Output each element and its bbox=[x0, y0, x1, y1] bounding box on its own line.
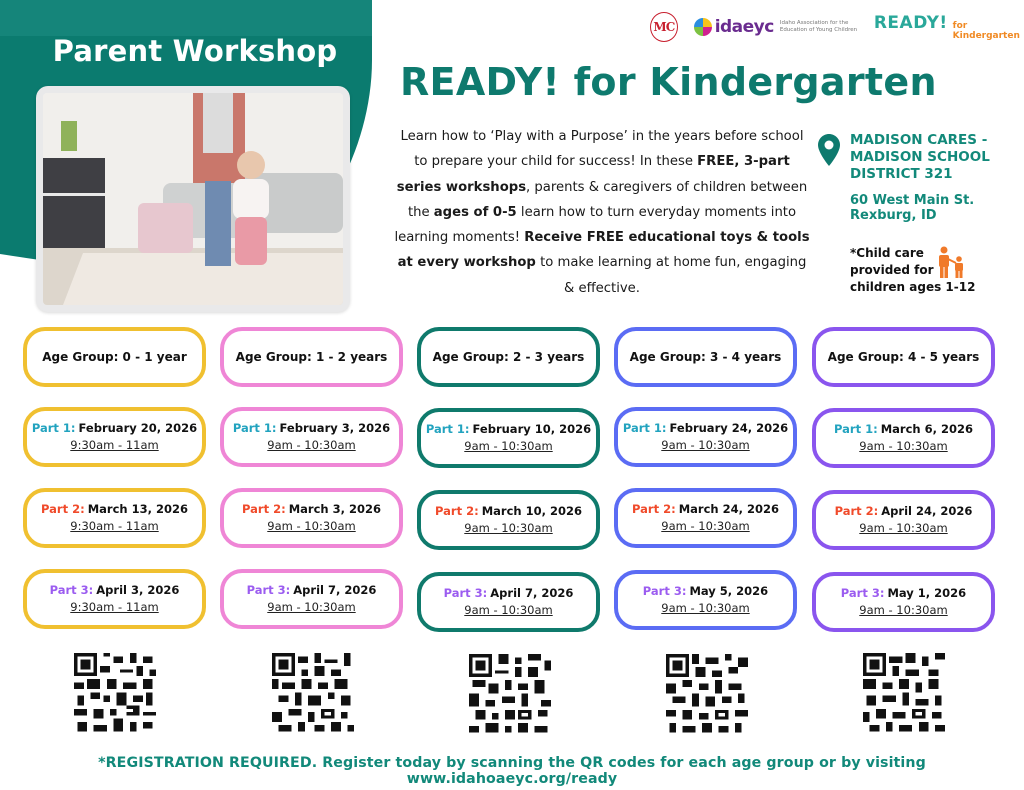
session-time: 9:30am - 11am bbox=[70, 438, 159, 452]
session-card-part-3 bbox=[812, 572, 995, 632]
part-label: Part 3: bbox=[49, 583, 94, 597]
age-group-header: Age Group: 0 - 1 year bbox=[23, 327, 206, 387]
session-time: 9:30am - 11am bbox=[70, 600, 159, 614]
intro-bold-3: Receive FREE educational toys & tools at every workshop bbox=[397, 230, 810, 271]
session-date: March 13, 2026 bbox=[87, 502, 188, 516]
session-date: March 3, 2026 bbox=[288, 502, 381, 516]
session-card-part-1 bbox=[614, 407, 797, 467]
session-date: March 24, 2026 bbox=[678, 502, 779, 516]
session-time: 9am - 10:30am bbox=[464, 521, 553, 535]
banner-title: Parent Workshop bbox=[52, 34, 338, 68]
qr-code-age-1-2[interactable] bbox=[272, 653, 354, 735]
intro-bold-1: FREE, 3-part series workshops bbox=[396, 154, 790, 195]
address-line-2: Rexburg, ID bbox=[850, 207, 937, 223]
qr-code-age-0-1[interactable] bbox=[74, 653, 156, 735]
hero-photo-frame bbox=[36, 86, 350, 312]
session-date: February 10, 2026 bbox=[472, 422, 592, 436]
session-card-part-1 bbox=[23, 407, 206, 467]
session-time: 9:30am - 11am bbox=[70, 519, 159, 533]
session-card-part-3 bbox=[23, 569, 206, 629]
session-card-part-2 bbox=[614, 488, 797, 548]
session-card-part-1 bbox=[220, 407, 403, 467]
session-date: March 6, 2026 bbox=[880, 422, 973, 436]
childcare-note: *Child care provided for children ages 1-12 bbox=[850, 246, 976, 294]
part-label: Part 1: bbox=[622, 421, 667, 435]
part-label: Part 2: bbox=[632, 502, 676, 516]
session-date: February 24, 2026 bbox=[669, 421, 789, 435]
session-card-part-2 bbox=[812, 490, 995, 550]
idaeyc-wordmark: idaeyc bbox=[714, 17, 774, 37]
venue-address bbox=[850, 194, 1020, 223]
session-date: February 3, 2026 bbox=[279, 421, 391, 435]
partner-logos bbox=[650, 10, 1024, 44]
address-line-1: 60 West Main St. bbox=[850, 193, 975, 208]
part-label: Part 3: bbox=[246, 583, 291, 597]
session-date: May 1, 2026 bbox=[887, 586, 967, 600]
session-time: 9am - 10:30am bbox=[661, 601, 750, 615]
part-label: Part 1: bbox=[232, 421, 277, 435]
session-time: 9am - 10:30am bbox=[859, 603, 948, 617]
intro-text-1: Learn how to ‘Play with a Purpose’ in the years before school to prepare your child for success! In these bbox=[400, 129, 804, 170]
qr-code-age-2-3[interactable] bbox=[469, 654, 551, 736]
session-date: March 10, 2026 bbox=[481, 504, 582, 518]
session-card-part-1 bbox=[812, 408, 995, 468]
age-group-header: Age Group: 2 - 3 years bbox=[417, 327, 600, 387]
intro-paragraph bbox=[393, 124, 811, 301]
photo-illustration bbox=[43, 93, 343, 305]
part-label: Part 3: bbox=[642, 584, 687, 598]
ready-wordmark: READY! bbox=[873, 13, 948, 33]
session-card-part-1 bbox=[417, 408, 600, 468]
part-label: Part 1: bbox=[834, 422, 878, 436]
session-time: 9am - 10:30am bbox=[464, 603, 553, 617]
session-date: April 24, 2026 bbox=[881, 504, 973, 518]
session-card-part-2 bbox=[220, 488, 403, 548]
registration-footer: *REGISTRATION REQUIRED. Register today by scanning the QR codes for each age group or by visiting www.idahoaeyc.org/ready bbox=[98, 755, 926, 787]
part-label: Part 2: bbox=[435, 504, 479, 518]
part-label: Part 2: bbox=[834, 504, 879, 518]
ready-for-kindergarten-text: for Kindergarten bbox=[952, 21, 1020, 41]
session-card-part-3 bbox=[220, 569, 403, 629]
part-label: Part 3: bbox=[443, 586, 488, 600]
session-time: 9am - 10:30am bbox=[267, 438, 356, 452]
part-label: Part 3: bbox=[840, 586, 885, 600]
session-time: 9am - 10:30am bbox=[859, 521, 948, 535]
session-date: April 3, 2026 bbox=[96, 583, 180, 597]
part-label: Part 1: bbox=[31, 421, 76, 435]
ready-for-kindergarten-logo bbox=[874, 13, 1024, 41]
parent-and-child-icon bbox=[936, 246, 966, 278]
age-group-header: Age Group: 1 - 2 years bbox=[220, 327, 403, 387]
session-card-part-2 bbox=[23, 488, 206, 548]
session-date: April 7, 2026 bbox=[490, 586, 574, 600]
intro-text-2: , parents & caregivers of children between the bbox=[407, 179, 808, 220]
session-time: 9am - 10:30am bbox=[267, 600, 356, 614]
intro-text-3: learn how to turn everyday moments into learning moments! bbox=[394, 204, 797, 246]
part-label: Part 1: bbox=[425, 422, 470, 436]
age-group-header: Age Group: 3 - 4 years bbox=[614, 327, 797, 387]
qr-code-age-3-4[interactable] bbox=[666, 654, 748, 736]
idaeyc-logo bbox=[694, 17, 860, 37]
hero-photo-parent-and-toddler bbox=[43, 93, 343, 305]
intro-text-4: to make learning at home fun, engaging & effective. bbox=[535, 255, 807, 296]
session-time: 9am - 10:30am bbox=[661, 519, 750, 533]
session-card-part-2 bbox=[417, 490, 600, 550]
session-card-part-3 bbox=[417, 572, 600, 632]
puzzle-icon bbox=[694, 18, 712, 36]
session-card-part-3 bbox=[614, 570, 797, 630]
intro-bold-2: ages of 0-5 bbox=[433, 204, 517, 220]
map-pin-icon bbox=[818, 134, 840, 166]
qr-code-age-4-5[interactable] bbox=[863, 653, 945, 735]
session-date: April 7, 2026 bbox=[293, 583, 377, 597]
page-title: READY! for Kindergarten bbox=[400, 60, 937, 104]
session-date: May 5, 2026 bbox=[689, 584, 769, 598]
session-date: February 20, 2026 bbox=[78, 421, 198, 435]
part-label: Part 2: bbox=[41, 502, 85, 516]
venue-name: MADISON CARES - MADISON SCHOOL DISTRICT 321 bbox=[850, 132, 990, 182]
madison-cares-logo: MC bbox=[650, 12, 678, 42]
part-label: Part 2: bbox=[242, 502, 286, 516]
session-time: 9am - 10:30am bbox=[661, 438, 750, 452]
idaeyc-subtitle: Idaho Association for the Education of Young Children bbox=[779, 19, 858, 33]
session-time: 9am - 10:30am bbox=[464, 439, 553, 453]
session-time: 9am - 10:30am bbox=[267, 519, 356, 533]
age-group-header: Age Group: 4 - 5 years bbox=[812, 327, 995, 387]
session-time: 9am - 10:30am bbox=[859, 439, 948, 453]
